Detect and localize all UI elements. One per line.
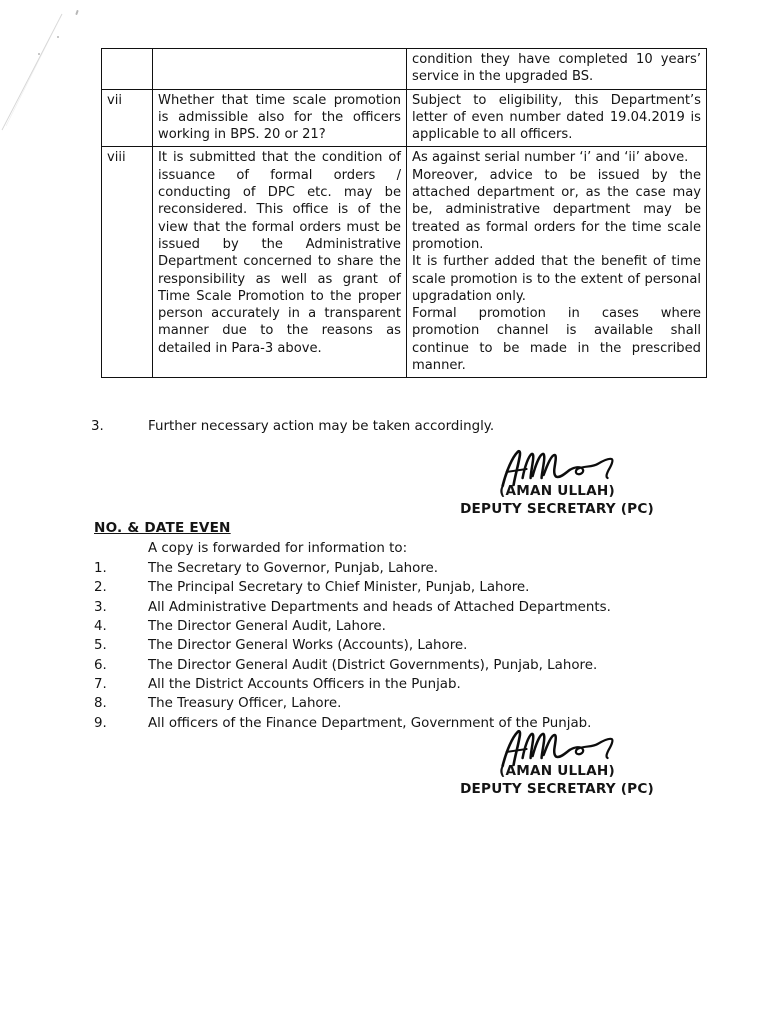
table-cell-question [153, 49, 407, 90]
signature-block-bottom [407, 728, 707, 798]
signature-name: (AMAN ULLAH) [499, 483, 615, 499]
list-item [94, 694, 714, 713]
table-row [102, 89, 707, 147]
table-cell-answer [407, 147, 707, 378]
scan-streak-icon [0, 8, 80, 138]
list-item [94, 617, 714, 636]
paragraph-3 [91, 418, 711, 435]
list-item-label: The Secretary to Governor, Punjab, Lahore. [148, 561, 439, 576]
list-item-number: 9. [94, 715, 107, 731]
endorsement-heading: NO. & DATE EVEN [94, 520, 231, 536]
list-item [94, 559, 714, 578]
list-item-number: 5. [94, 638, 107, 654]
list-item [94, 675, 714, 694]
list-item-number: 7. [94, 677, 107, 693]
table-cell-serial [102, 49, 153, 90]
distribution-list [94, 559, 714, 733]
table-cell-question: It is submitted that the condition of issuance of formal orders / conducting of DPC etc. may be reconsidered. This office is of the view that the formal orders must be issued by the Administrative Department concerned to share the responsibility as well as grant of Time Scale Promotion to the proper person accurately in a transparent manner due to the reasons as detailed in Para-3 above. [153, 147, 407, 378]
signature-name: (AMAN ULLAH) [499, 763, 615, 779]
list-item-label: The Director General Audit (District Governments), Punjab, Lahore. [148, 657, 598, 673]
list-item-label: The Principal Secretary to Chief Minister, Punjab, Lahore. [148, 580, 530, 596]
scan-artifact [0, 8, 80, 138]
list-item-label: The Treasury Officer, Lahore. [148, 696, 342, 712]
table-cell-answer: condition they have completed 10 years’ service in the upgraded BS. [407, 49, 707, 90]
list-item-number: 4. [94, 619, 107, 635]
answer-paragraph: Moreover, advice to be issued by the attached department or, as the case may be, administrative department may be treated as formal orders for the time scale promotion. [412, 167, 701, 252]
signature-designation: DEPUTY SECRETARY (PC) [460, 781, 654, 797]
table-cell-serial: viii [102, 147, 153, 378]
signature-mark-icon [407, 448, 707, 486]
signature-designation: DEPUTY SECRETARY (PC) [460, 501, 654, 517]
table-row [102, 49, 707, 90]
list-item-label: The Director General Works (Accounts), Lahore. [148, 638, 468, 654]
list-item [94, 598, 714, 617]
answer-paragraph: It is further added that the benefit of time scale promotion is to the extent of personal upgradation only. [412, 254, 701, 304]
signature-mark-icon [407, 728, 707, 766]
list-item-number: 1. [94, 561, 107, 576]
table-cell-serial: vii [102, 89, 153, 147]
list-item [94, 656, 714, 675]
table-cell-answer: Subject to eligibility, this Department’s letter of even number dated 19.04.2019 is applicable to all officers. [407, 89, 707, 147]
table-row [102, 147, 707, 378]
list-item-number: 6. [94, 657, 107, 673]
list-item [94, 636, 714, 655]
copy-forwarded-line: A copy is forwarded for information to: [148, 541, 408, 556]
list-item-number: 2. [94, 580, 107, 596]
list-item-label: All the District Accounts Officers in the Punjab. [148, 677, 461, 693]
list-item-number: 8. [94, 696, 107, 712]
list-item-label: All officers of the Finance Department, Government of the Punjab. [148, 715, 592, 731]
qa-table [101, 48, 707, 378]
list-item [94, 578, 714, 597]
list-item-label: The Director General Audit, Lahore. [148, 619, 386, 635]
signature-block-top [407, 448, 707, 518]
table-cell-question: Whether that time scale promotion is admissible also for the officers working in BPS. 20 or 21? [153, 89, 407, 147]
list-item-label: All Administrative Departments and heads of Attached Departments. [148, 599, 611, 615]
answer-paragraph: As against serial number ‘i’ and ‘ii’ above. [412, 150, 689, 166]
list-item-number: 3. [94, 599, 107, 615]
paragraph-3-number: 3. [91, 419, 104, 434]
paragraph-3-text: Further necessary action may be taken accordingly. [148, 419, 495, 434]
answer-paragraph: Formal promotion in cases where promotion channel is available shall continue to be made in the prescribed manner. [412, 306, 701, 374]
